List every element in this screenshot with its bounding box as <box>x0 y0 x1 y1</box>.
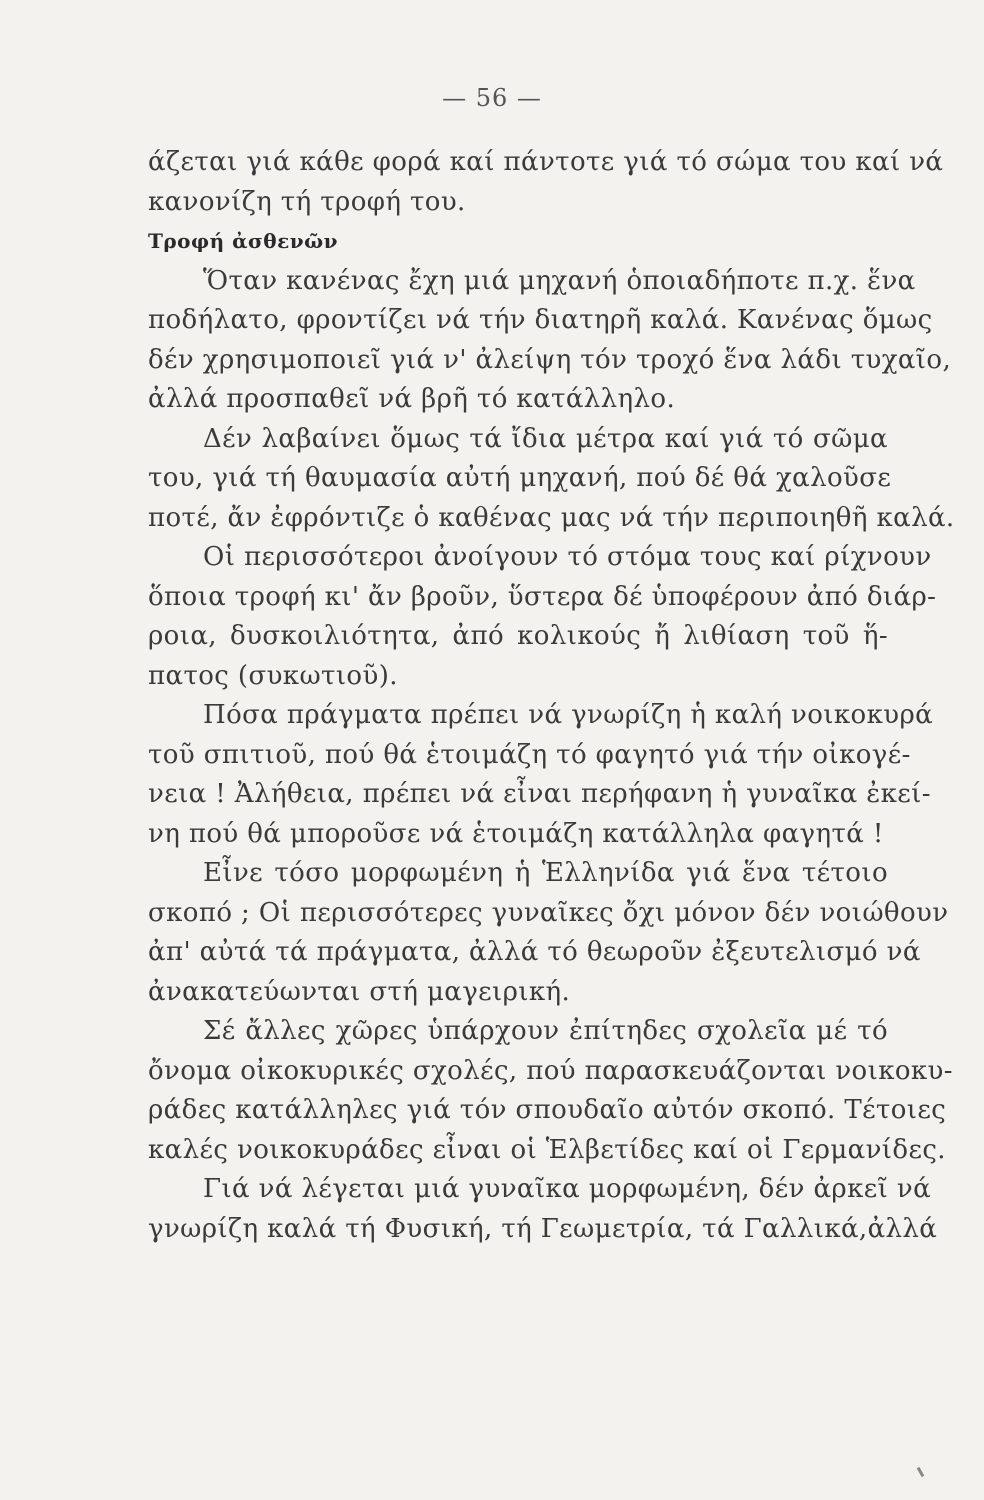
text-line: Οἱ περισσότεροι ἀνοίγουν τό στόμα τους καί ρίχνουν <box>203 542 932 572</box>
text-line: νεια ! Ἀλήθεια, πρέπει νά εἶναι περήφανη ἡ γυναῖκα ἐκεί- <box>148 779 931 809</box>
body-text <box>148 143 955 1249</box>
text-line: κανονίζη τή τροφή του. <box>148 186 466 217</box>
text-line: άζεται γιά κάθε φορά καί πάντοτε γιά τό σώμα του καί νά <box>148 147 944 177</box>
text-line: ἀνακατεύωνται στή μαγειρική. <box>148 976 571 1007</box>
text-line: τοῦ σπιτιοῦ, πού θά ἑτοιμάζη τό φαγητό γιά τήν οἰκογέ- <box>148 739 911 770</box>
text-line: Γιά νά λέγεται μιά γυναῖκα μορφωμένη, δέν ἀρκεῖ νά <box>203 1174 932 1204</box>
text-line: του, γιά τή θαυμασία αὐτή μηχανή, πού δέ θά χαλοῦσε <box>148 463 892 493</box>
section-heading: Τροφή ἀσθενῶν <box>148 229 339 253</box>
text-line: Πόσα πράγματα πρέπει νά γνωρίζη ἡ καλή νοικοκυρά <box>203 700 934 730</box>
text-line: Ὅταν κανένας ἔχη μιά μηχανή ὁποιαδήποτε π.χ. ἕνα <box>203 265 916 296</box>
text-line: Σέ ἄλλες χῶρες ὑπάρχουν ἐπίτηδες σχολεῖα μέ τό <box>203 1016 888 1046</box>
text-line: σκοπό ; Οἱ περισσότερες γυναῖκες ὄχι μόνον δέν νοιώθουν <box>148 897 949 928</box>
text-line: ποτέ, ἄν ἐφρόντιζε ὁ καθένας μας νά τήν περιποιηθῆ καλά. <box>148 502 955 533</box>
text-line: ροια, δυσκοιλιότητα, ἀπό κολικούς ἤ λιθίαση τοῦ ἥ- <box>148 621 888 651</box>
text-line: ἀπ' αὐτά τά πράγματα, ἀλλά τό θεωροῦν ἐξευτελισμό νά <box>148 937 921 967</box>
text-line: νη πού θά μποροῦσε νά ἑτοιμάζη κατάλληλα φαγητά ! <box>148 818 884 849</box>
text-line: Δέν λαβαίνει ὅμως τά ἴδια μέτρα καί γιά τό σῶμα <box>203 423 888 454</box>
text-line: ράδες κατάλληλες γιά τόν σπουδαῖο αὐτόν σκοπό. Τέτοιες <box>148 1095 947 1125</box>
text-line: πατος (συκωτιοῦ). <box>148 660 398 691</box>
text-line: ποδήλατο, φροντίζει νά τήν διατηρῆ καλά. Κανένας ὅμως <box>148 305 933 335</box>
text-line: ὄνομα οἰκοκυρικές σχολές, πού παρασκευάζονται νοικοκυ- <box>148 1055 953 1086</box>
text-line: ὅποια τροφή κι' ἄν βροῦν, ὕστερα δέ ὑποφέρουν ἀπό διάρ- <box>148 581 937 612</box>
text-line: καλές νοικοκυράδες εἶναι οἱ Ἑλβετίδες καί οἱ Γερμανίδες. <box>148 1134 946 1165</box>
page-number: — 56 — <box>442 84 542 112</box>
text-line: γνωρίζη καλά τή Φυσική, τή Γεωμετρία, τά Γαλλικά,ἀλλά <box>148 1213 938 1244</box>
text-line: Εἶνε τόσο μορφωμένη ἡ Ἑλληνίδα γιά ἕνα τέτοιο <box>203 858 888 888</box>
text-line: ἀλλά προσπαθεῖ νά βρῆ τό κατάλληλο. <box>148 384 676 414</box>
paper-speck <box>917 1467 925 1477</box>
text-line: δέν χρησιμοποιεῖ γιά ν' ἀλείψη τόν τροχό ἕνα λάδι τυχαῖο, <box>148 344 952 375</box>
